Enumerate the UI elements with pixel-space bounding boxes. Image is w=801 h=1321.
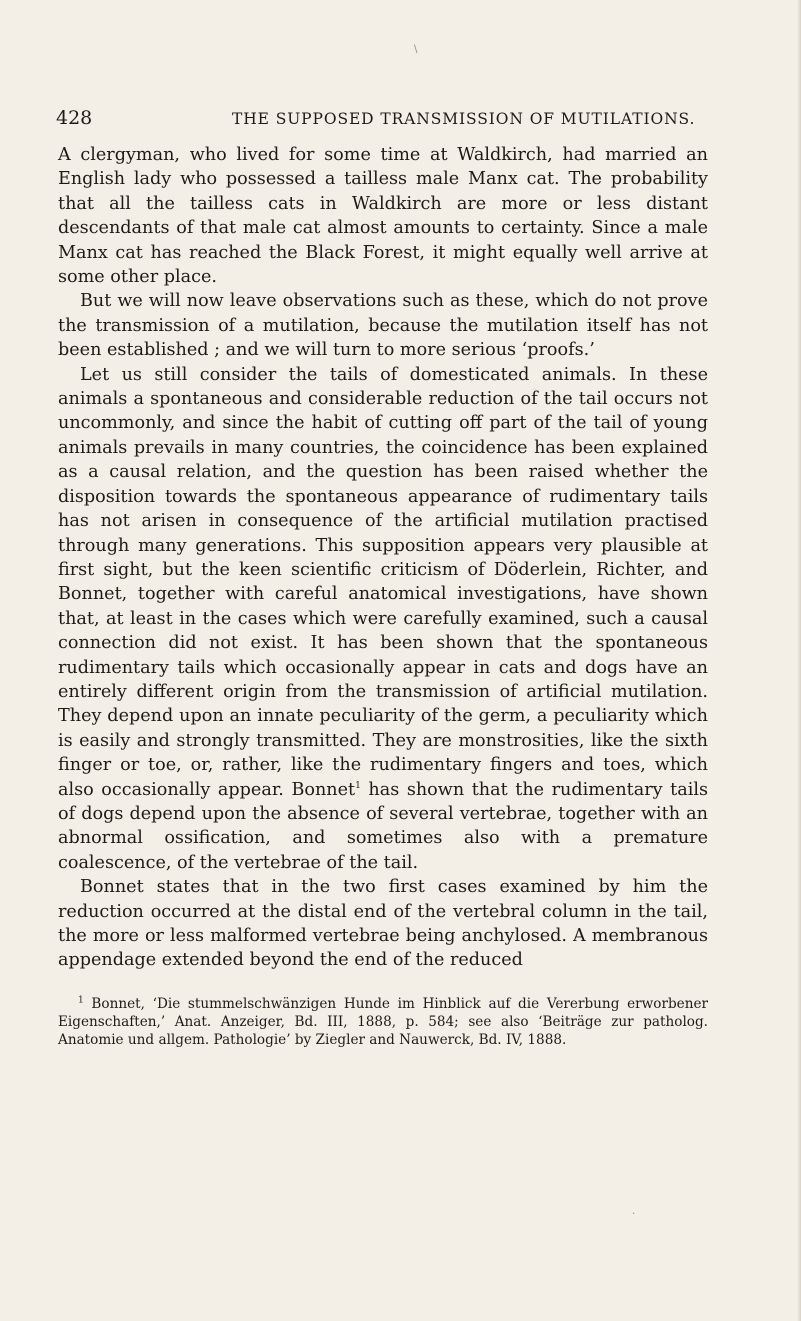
page-number: 428	[56, 107, 93, 129]
paragraph: But we will now leave observations such as these, which do not prove the transmission of a mutilation, because the mutilation itself has not been established ; and we will turn to more serious ‘proofs.’	[58, 291, 708, 361]
paragraph-text: Let us still consider the tails of domesticated animals. In these animals a spontaneous and considerable reduction of the tail occurs not uncommonly, and since the habit of cutting off part of the tail of young animals prevails in many countries, the coincidence has been explained as a causal relation, and the question has been raised whether the disposition towards the spontaneous appearance of rudimentary tails has not arisen in consequence of the artificial mutilation practised through many generations. This supposition appears very plausible at first sight, but the keen scientific criticism of Döderlein, Richter, and Bonnet, together with careful anatomical investigations, have shown that, at least in the cases which were carefully examined, such a causal connection did not exist. It has been shown that the spontaneous rudimentary tails which occasionally appear in cats and dogs have an entirely different origin from the transmission of artificial mutilation. They depend upon an innate peculiarity of the germ, a peculiarity which is easily and strongly transmitted. They are monstrosities, like the sixth finger or toe, or, rather, like the rudimentary fingers and toes, which also occasionally appear.	[58, 364, 708, 800]
footnote	[58, 996, 708, 1049]
page-header	[56, 104, 706, 132]
footnote-reference: 1	[355, 780, 361, 791]
running-title: THE SUPPOSED TRANSMISSION OF MUTILATIONS.	[232, 110, 696, 128]
page-edge	[797, 0, 801, 1321]
stray-mark: .	[632, 1206, 636, 1217]
footnote-text: Bonnet, ‘Die stummelschwänzigen Hunde im Hinblick auf die Vererbung erworbener Eigenschaften,’ Anat. Anzeiger, Bd. III, 1888, p. 584; see also ‘Beiträge zur patholog. Anatomie und allgem. Pathologie’ by Ziegler and Nauwerck, Bd. IV, 1888.	[58, 996, 708, 1048]
stray-mark: \	[414, 44, 418, 55]
body-text	[58, 143, 708, 973]
footnote-marker: 1	[78, 995, 84, 1006]
paragraph-text: Bonnet	[291, 779, 356, 800]
paragraph: A clergyman, who lived for some time at Waldkirch, had married an English lady who possessed a tailless male Manx cat. The probability that all the tailless cats in Waldkirch are more or less distant descendants of that male cat almost amounts to certainty. Since a male Manx cat has reached the Black Forest, it might equally well arrive at some other place.	[58, 145, 708, 288]
paragraph-text: has shown that the rudimentary tails of dogs depend upon the absence of several vertebrae, together with an abnormal ossification, and sometimes also with a premature coalescence, of the vertebrae of the tail.	[58, 779, 708, 873]
paragraph: Bonnet states that in the two first cases examined by him the reduction occurred at the distal end of the vertebral column in the tail, the more or less malformed vertebrae being anchylosed. A membranous appendage extended beyond the end of the reduced	[58, 877, 708, 971]
paragraph	[58, 363, 708, 876]
